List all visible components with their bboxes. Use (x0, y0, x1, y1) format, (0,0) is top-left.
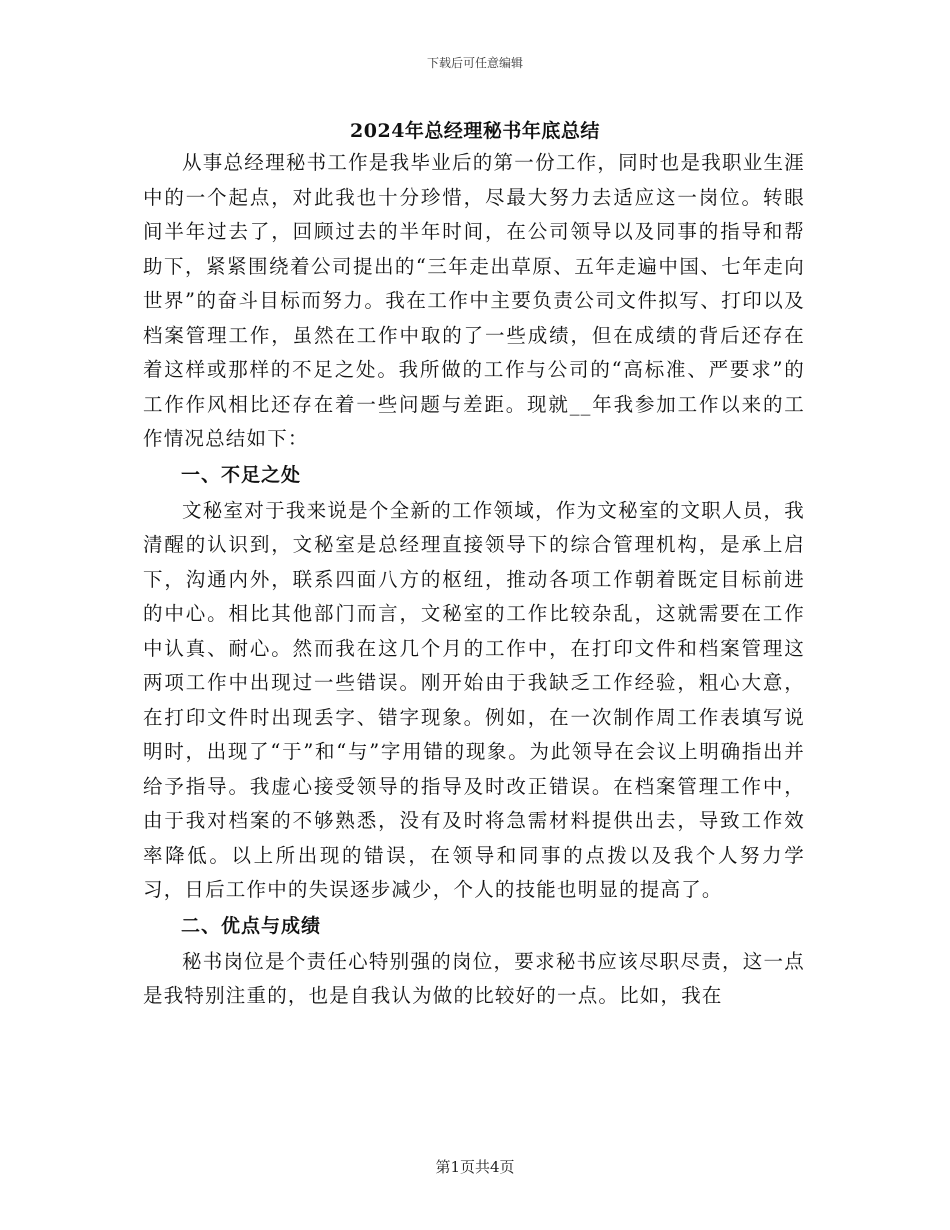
section-heading-shortcomings: 一、不足之处 (181, 463, 302, 486)
achievements-paragraph: 秘书岗位是个责任心特别强的岗位，要求秘书应该尽职尽责，这一点是我特别注重的，也是自我认为做的比较好的一点。比如，我在 (143, 949, 805, 1007)
page-indicator: 第1页共4页 (435, 1158, 515, 1176)
document-title: 2024年总经理秘书年底总结 (350, 120, 600, 142)
intro-paragraph: 从事总经理秘书工作是我毕业后的第一份工作，同时也是我职业生涯中的一个起点，对此我也十分珍惜，尽最大努力去适应这一岗位。转眼间半年过去了，回顾过去的半年时间，在公司领导以及同事的指导和帮助下，紧紧围绕着公司提出的“三年走出草原、五年走遍中国、七年走向世界”的奋斗目标而努力。我在工作中主要负责公司文件拟写、打印以及档案管理工作，虽然在工作中取的了一些成绩，但在成绩的背后还存在着这样或那样的不足之处。我所做的工作与公司的“高标准、严要求”的工作作风相比还存在着一些问题与差距。现就__年我参加工作以来的工作情况总结如下： (143, 151, 805, 450)
shortcomings-paragraph: 文秘室对于我来说是个全新的工作领域，作为文秘室的文职人员，我清醒的认识到，文秘室是总经理直接领导下的综合管理机构，是承上启下，沟通内外，联系四面八方的枢纽，推动各项工作朝着既定目标前进的中心。相比其他部门而言，文秘室的工作比较杂乱，这就需要在工作中认真、耐心。然而我在这几个月的工作中，在打印文件和档案管理这两项工作中出现过一些错误。刚开始由于我缺乏工作经验，粗心大意，在打印文件时出现丢字、错字现象。例如，在一次制作周工作表填写说明时，出现了“于”和“与”字用错的现象。为此领导在会议上明确指出并给予指导。我虚心接受领导的指导及时改正错误。在档案管理工作中，由于我对档案的不够熟悉，没有及时将急需材料提供出去，导致工作效率降低。以上所出现的错误，在领导和同事的点拨以及我个人努力学习，日后工作中的失误逐步减少，个人的技能也明显的提高了。 (143, 498, 805, 901)
section-heading-achievements: 二、优点与成绩 (181, 914, 322, 937)
header-note: 下载后可任意编辑 (426, 56, 523, 70)
document-body (143, 146, 805, 1014)
